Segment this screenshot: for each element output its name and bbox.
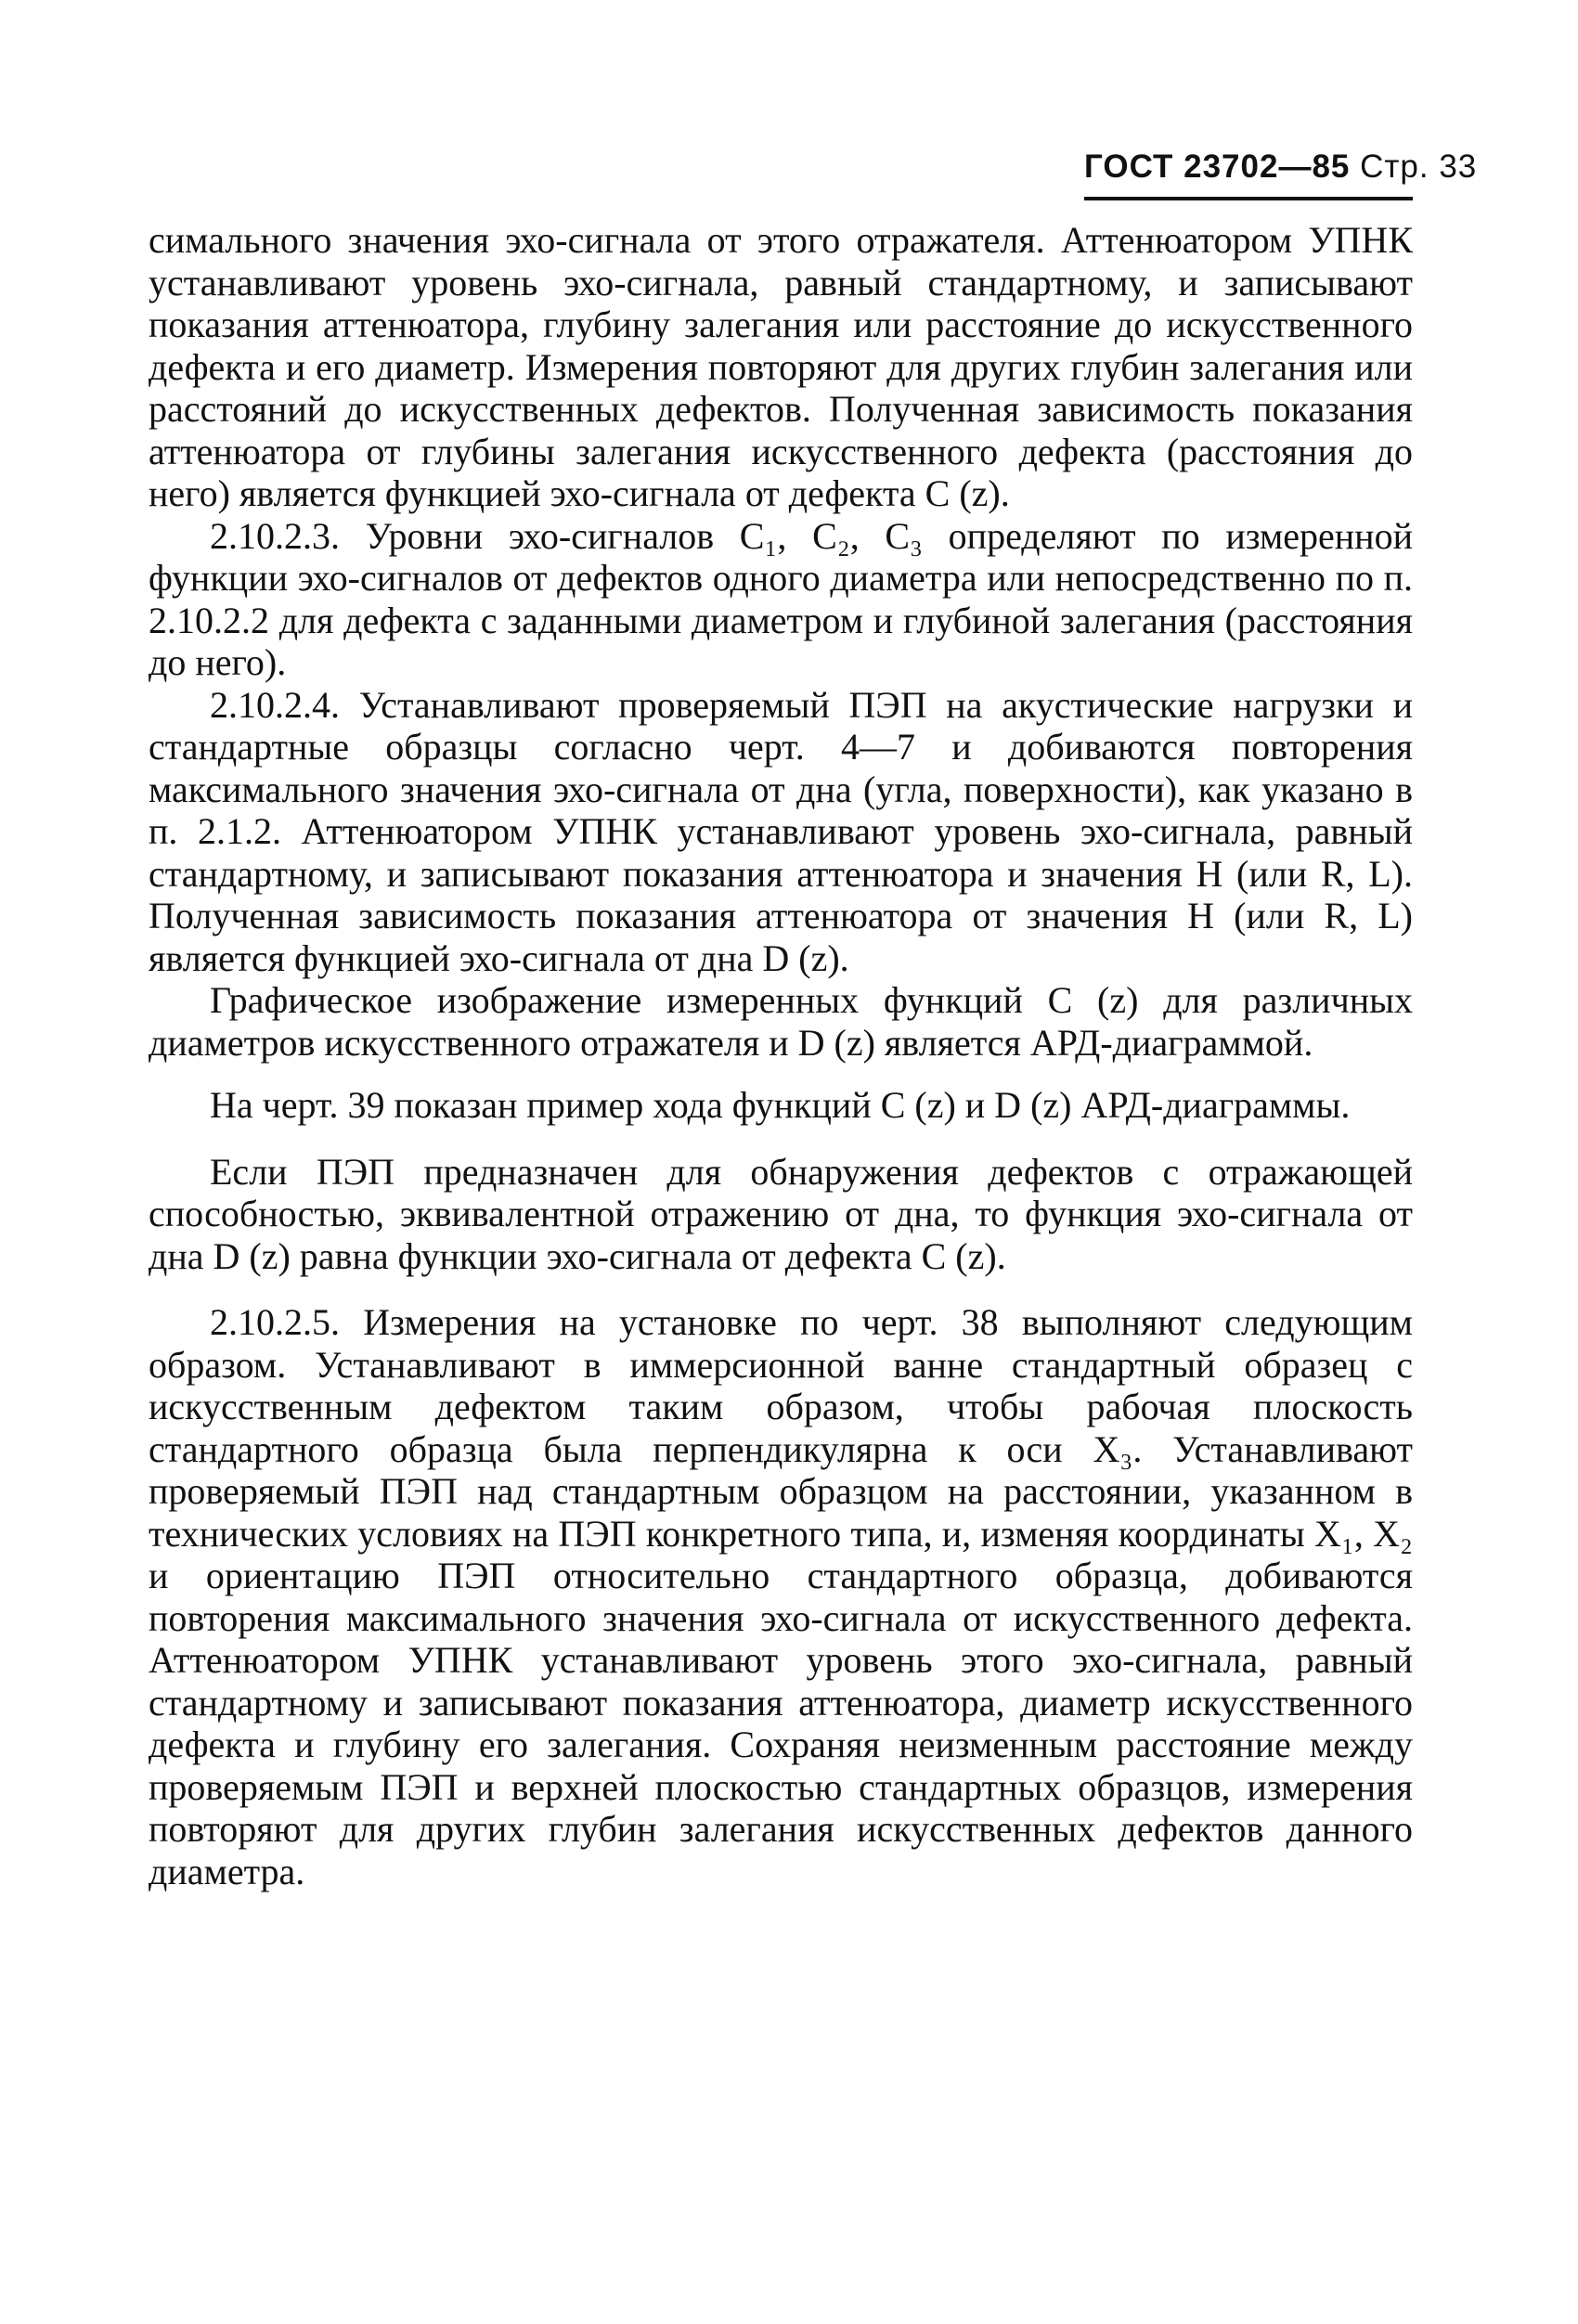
header-rule [1084,197,1413,200]
paragraph-drawing-39: На черт. 39 показан пример хода функций C (z) и D (z) АРД-диаграммы. [210,1084,1351,1126]
page-number: Стр. 33 [1360,148,1478,185]
paragraph-defect-detection: Если ПЭП предназначен для обнаружения дефектов с отражающей способностью, эквивалентной отражению от дна, то функция эхо-сигнала от дна D (z) равна функции эхо-сигнала от дефекта C (z). [149,1150,1413,1277]
page-header [1084,148,1478,186]
paragraph-2-10-2-3: 2.10.2.3. Уровни эхо-сигналов C₁, C₂, C₃ определяют по измеренной функции эхо-сигналов от дефектов одного диаметра или непосредственно по п. 2.10.2.2 для дефекта с заданными диаметром и глубиной залегания (расстояния до него). [149,514,1413,683]
paragraph-graphic-representation: Графическое изображение измеренных функций C (z) для различных диаметров искусственного отражателя и D (z) является АРД-диаграммой. [149,979,1413,1064]
document-body [149,219,1413,1892]
paragraph-2-10-2-5: 2.10.2.5. Измерения на установке по черт. 38 выполняют следующим образом. Устанавливают в иммерсионной ванне стандартный образец с искусственным дефектом таким образом, чтобы рабочая плоскость стандартного образца была перпендикулярна к оси X₃. Устанавливают проверяемый ПЭП над стандартным образцом на расстоянии, указанном в технических условиях на ПЭП конкретного типа, и, изменяя координаты X₁, X₂ и ориентацию ПЭП относительно стандартного образца, добиваются повторения максимального значения эхо-сигнала от искусственного дефекта. Аттенюатором УПНК устанавливают уровень этого эхо-сигнала, равный стандартному и записывают показания аттенюатора, диаметр искусственного дефекта и глубину его залегания. Сохраняя неизменным расстояние между проверяемым ПЭП и верхней плоскостью стандартных образцов, измерения повторяют для других глубин залегания искусственных дефектов данного диаметра. [149,1301,1413,1892]
paragraph-continuation: симального значения эхо-сигнала от этого отражателя. Аттенюатором УПНК устанавливают уровень эхо-сигнала, равный стандартному, и записывают показания аттенюатора, глубину залегания или расстояние до искусственного дефекта и его диаметр. Измерения повторяют для других глубин залегания или расстояний до искусственных дефектов. Полученная зависимость показания аттенюатора от глубины залегания искусственного дефекта (расстояния до него) является функцией эхо-сигнала от дефекта C (z). [149,219,1413,514]
document-number: ГОСТ 23702—85 [1084,148,1351,185]
paragraph-2-10-2-4: 2.10.2.4. Устанавливают проверяемый ПЭП на акустические нагрузки и стандартные образцы согласно черт. 4—7 и добиваются повторения максимального значения эхо-сигнала от дна (угла, поверхности), как указано в п. 2.1.2. Аттенюатором УПНК устанавливают уровень эхо-сигнала, равный стандартному, и записывают показания аттенюатора и значения H (или R, L). Полученная зависимость показания аттенюатора от значения H (или R, L) является функцией эхо-сигнала от дна D (z). [149,683,1413,979]
